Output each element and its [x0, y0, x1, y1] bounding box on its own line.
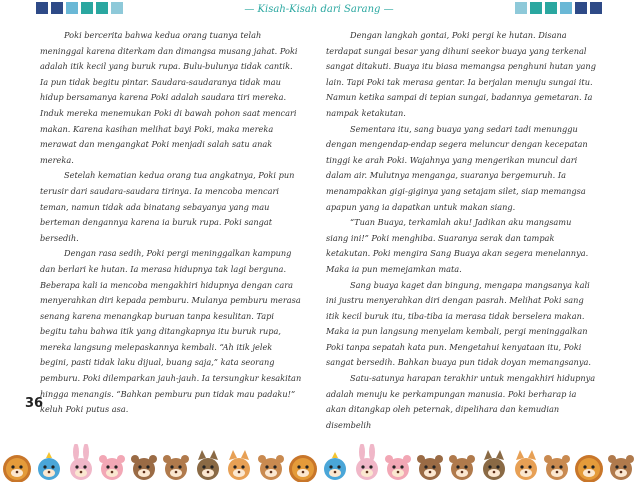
- header-right-square: [530, 2, 542, 14]
- bear-icon: [415, 444, 445, 482]
- pig-icon: [383, 444, 413, 482]
- header-bar: [0, 0, 638, 22]
- header-right-square: [590, 2, 602, 14]
- header-squares-right: [515, 2, 602, 14]
- cat-icon: [511, 444, 541, 482]
- lion-icon: [574, 444, 604, 482]
- right-column-paragraph: Sang buaya kaget dan bingung, mengapa mangsanya kali ini justru menyerahkan diri dengan pasrah. Melihat Poki sang itik kecil buruk itu, tiba-tiba ia merasa tidak berselera makan. Maka ia pun langsung menyelam kembali, pergi meninggalkan Poki tanpa sepatah kata pun. Mengetahui kenyataan itu, Poki sangat bersedih. Bahkan buaya pun tidak doyan memangsanya.: [326, 279, 591, 368]
- right-column-paragraph: “Tuan Buaya, terkamlah aku! Jadikan aku mangsamu siang ini!” Poki menghiba. Suaranya serak dan tampak ketakutan. Poki mengira Sang Buaya akan segera menelannya. Maka ia pun memejamkan mata.: [326, 217, 589, 274]
- left-column-paragraph: Poki bercerita bahwa kedua orang tuanya telah meninggal karena diterkam dan dimangsa musang jahat. Poki adalah itik kecil yang buruk rupa. Bulu-bulunya tidak cantik. Ia pun tidak begitu pintar. Saudara-saudaranya tidak mau hidup bersamanya karena Poki adalah saudara tiri mereka. Induk mereka menemukan Poki di bawah pohon saat mencari makan. Karena kasihan melihat bayi Poki, maka mereka merawat dan mengangkat Poki menjadi salah satu anak mereka.: [40, 30, 298, 165]
- bear-icon: [129, 444, 159, 482]
- monkey-icon: [161, 444, 191, 482]
- monkey-icon: [447, 444, 477, 482]
- right-column-paragraph: Satu-satunya harapan terakhir untuk mengakhiri hidupnya adalah menuju ke perkampungan manusia. Poki berharap ia akan ditangkap oleh peternak, dipelihara dan kemudian disembelih: [326, 373, 596, 430]
- header-title: — Kisah-Kisah dari Sarang —: [244, 4, 394, 15]
- right-column-paragraph: Dengan langkah gontai, Poki pergi ke hutan. Disana terdapat sungai besar yang dihuni seekor buaya yang terkenal sangat ditakuti. Buaya itu biasa memangsa penghuni hutan yang lain. Tapi Poki tak merasa gentar. Ia berjalan menuju sungai itu. Namun ketika sampai di tepian sungai, badannya gemetaran. Ia nampak ketakutan.: [326, 30, 596, 118]
- rabbit-icon: [66, 444, 96, 482]
- owl-icon: [193, 444, 223, 482]
- left-column: [40, 28, 302, 418]
- lion-icon: [2, 444, 32, 482]
- bird-icon: [320, 444, 350, 482]
- monkey-icon: [606, 444, 636, 482]
- header-right-square: [575, 2, 587, 14]
- pig-icon: [97, 444, 127, 482]
- bird-icon: [34, 444, 64, 482]
- cat-icon: [224, 444, 254, 482]
- right-column-paragraph: Sementara itu, sang buaya yang sedari tadi menunggu dengan mengendap-endap segera meluncur dengan kecepatan tinggi ke arah Poki. Wajahnya yang mengerikan muncul dari dalam air. Mulutnya menganga, suaranya bergemuruh. Ia menampakkan gigi-giginya yang setajam silet, siap memangsa apapun yang ia dapatkan untuk makan siang.: [326, 123, 588, 212]
- owl-icon: [479, 444, 509, 482]
- header-right-square: [515, 2, 527, 14]
- header-right-square: [545, 2, 557, 14]
- rabbit-icon: [352, 444, 382, 482]
- left-column-paragraph: Setelah kematian kedua orang tua angkatnya, Poki pun terusir dari saudara-saudara tirinya. Ia mencoba mencari teman, namun tidak ada binatang sebayanya yang mau berteman dengannya karena ia buruk rupa. Poki sangat bersedih.: [40, 170, 295, 243]
- lion-icon: [288, 444, 318, 482]
- dog-icon: [256, 444, 286, 482]
- dog-icon: [542, 444, 572, 482]
- left-column-paragraph: Dengan rasa sedih, Poki pergi meninggalkan kampung dan berlari ke hutan. Ia merasa hidupnya tak lagi berguna. Beberapa kali ia mencoba mengakhiri hidupnya dengan cara menyerahkan diri kepada pemburu. Mulanya pemburu merasa senang karena menangkap buruan tanpa kesulitan. Tapi begitu tahu bahwa itik yang ditangkapnya itu buruk rupa, mereka langsung melepaskannya kembali. “Ah itik jelek begini, pasti tidak laku dijual, buang saja,” kata seorang pemburu. Poki dilemparkan jauh-jauh. Ia tersungkur kesakitan hingga menangis. “Bahkan pemburu pun tidak mau padaku!” keluh Poki putus asa.: [40, 248, 302, 415]
- header-right-square: [560, 2, 572, 14]
- right-column: [326, 28, 596, 433]
- page-number: 36: [25, 396, 44, 411]
- animal-strip: [0, 440, 638, 482]
